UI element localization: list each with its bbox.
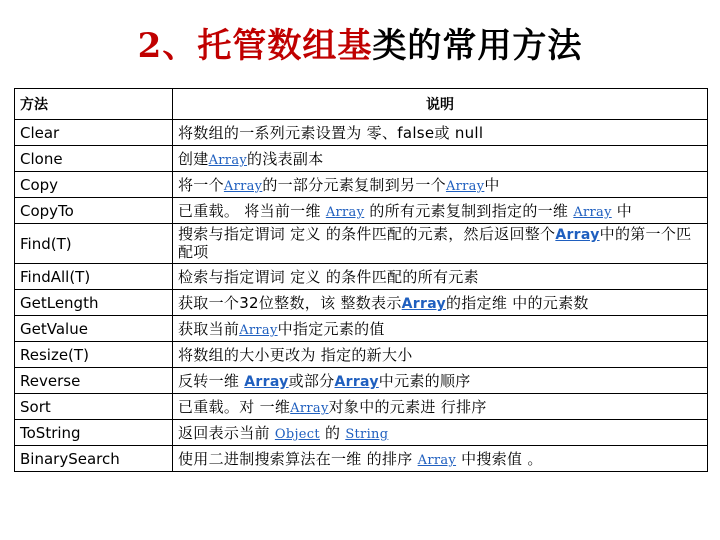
title-part-black: 类的常用方法 [372,26,583,66]
method-name: Clone [15,146,173,172]
method-description [173,368,708,394]
table-row [15,368,708,394]
type-link[interactable]: Array [417,453,457,468]
method-name: Copy [15,172,173,198]
description-text: 中指定元素的值 [277,320,385,338]
type-link[interactable]: Array [290,401,329,416]
table-row [15,290,708,316]
description-text: 已重载。对 一维 [178,398,291,416]
description-text: 中元素的顺序 [378,372,471,390]
description-text: 将一个 [178,176,224,194]
method-description [173,224,708,264]
description-text: 中 [611,202,633,220]
description-text: 将数组的大小更改为 指定的新大小 [178,346,413,364]
type-link[interactable]: Array [555,227,600,243]
method-name: BinarySearch [15,446,173,472]
description-text: 的指定维 中的元素数 [445,294,589,312]
description-text: 创建 [178,150,209,168]
header-description: 说明 [173,89,708,120]
method-description [173,446,708,472]
table-row [15,120,708,146]
method-description [173,198,708,224]
description-text: 搜索与指定谓词 定义 的条件匹配的元素，然后返回整个 [178,225,556,243]
table-row [15,420,708,446]
method-name: GetLength [15,290,173,316]
type-link[interactable]: Array [223,179,263,194]
type-link[interactable]: Array [334,374,379,390]
type-link[interactable]: Array [445,179,485,194]
description-text: 获取一个32位整数，该 整数表示 [178,294,402,312]
method-name: Find(T) [15,224,173,264]
table-row [15,446,708,472]
type-link[interactable]: String [345,427,389,442]
method-name: FindAll(T) [15,264,173,290]
title-part-red: 2、托管数组基 [137,26,373,66]
method-name: ToString [15,420,173,446]
description-text: 将数组的一系列元素设置为 零、false或 null [178,124,484,142]
description-text: 反转一维 [178,372,245,390]
type-link[interactable]: Array [244,374,289,390]
method-name: Sort [15,394,173,420]
type-link[interactable]: Array [401,296,446,312]
header-method: 方法 [15,89,173,120]
table-header-row [15,89,708,120]
table-row [15,224,708,264]
table-row [15,316,708,342]
type-link[interactable]: Array [208,153,248,168]
method-description [173,316,708,342]
description-text: 中 [484,176,500,194]
description-text: 获取当前 [178,320,240,338]
table-row [15,172,708,198]
type-link[interactable]: Array [573,205,612,220]
method-description [173,172,708,198]
method-description [173,264,708,290]
table-row [15,342,708,368]
method-description [173,290,708,316]
description-text: 的浅表副本 [247,150,324,168]
description-text: 返回表示当前 [178,424,275,442]
description-text: 已重载。 将当前一维 [178,202,326,220]
type-link[interactable]: Object [274,427,320,442]
method-name: Clear [15,120,173,146]
method-description [173,342,708,368]
type-link[interactable]: Array [325,205,365,220]
method-description [173,420,708,446]
table-row [15,146,708,172]
description-text: 中搜索值 。 [456,450,543,468]
table-row [15,198,708,224]
description-text: 的一部分元素复制到另一个 [262,176,446,194]
description-text: 使用二进制搜索算法在一维 的排序 [178,450,418,468]
methods-table [14,88,708,472]
description-text: 的所有元素复制到指定的一维 [364,202,574,220]
method-description [173,146,708,172]
method-description [173,394,708,420]
method-name: Resize(T) [15,342,173,368]
method-name: CopyTo [15,198,173,224]
method-name: GetValue [15,316,173,342]
table-row [15,394,708,420]
method-name: Reverse [15,368,173,394]
description-text: 或部分 [288,372,335,390]
table-row [15,264,708,290]
description-text: 检索与指定谓词 定义 的条件匹配的所有元素 [178,268,479,286]
method-description [173,120,708,146]
description-text: 对象中的元素进 行排序 [328,398,487,416]
description-text: 的 [319,424,346,442]
description-text: 中的第一个匹配项 [178,225,692,261]
type-link[interactable]: Array [239,323,278,338]
page-title [0,18,720,67]
